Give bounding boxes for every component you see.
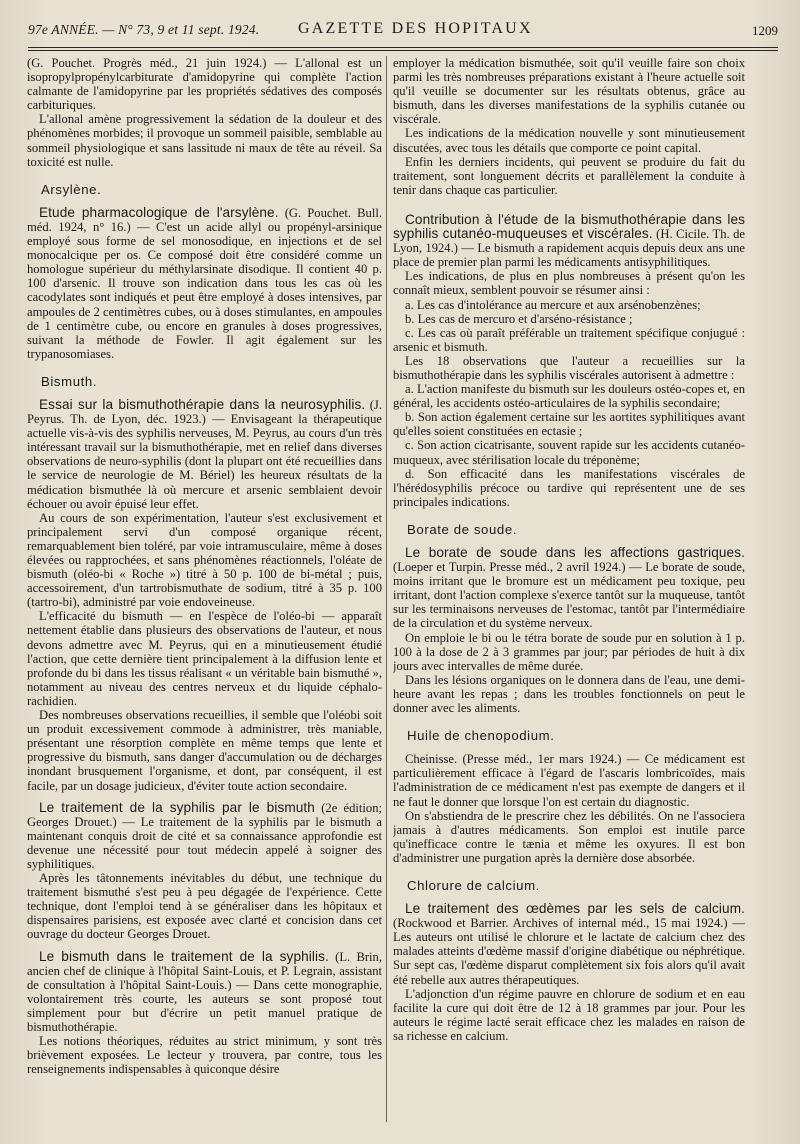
left-column [27, 56, 382, 1130]
section-heading-arsylene: Arsylène. [41, 181, 102, 197]
paragraph: On s'abstiendra de le prescrire chez les débilités. On ne l'associera jamais à d'autres médicaments. Son emploi est inutile parce qu'inefficace contre le tænia et même les oxyures. Il est bon d'administrer une purgation après la dernière dose absorbée. [393, 808, 745, 865]
running-header [28, 20, 778, 42]
article-brin-legrain [27, 950, 382, 1035]
paragraph: Après les tâtonnements inévitables du début, une technique du traitement bismuthé s'est peu à peu dégagée de l'expérience. Cette technique, dont l'emploi tend à se généraliser dans les hôpitaux et dispensaires parisiens, est exposée avec clarté et concision dans cet ouvrage du docteur Georges Drouet. [27, 871, 382, 942]
section-heading-chenopodium: Huile de chenopodium. [407, 728, 555, 744]
article-title: Contribution à l'étude de la bismuthothérapie dans les syphilis cutanéo-muqueuses et viscérales. [393, 211, 745, 242]
article-drouet [27, 801, 382, 871]
article-title: Etude pharmacologique de l'arsylène. [39, 204, 279, 220]
paragraph: L'adjonction d'un régime pauvre en chlorure de sodium et en eau facilite la cure qui doit être de 12 à 18 grammes par jour. Pour les auteurs le régime lacté serait efficace chez les malades en raison de sa richesse en calcium. [393, 986, 745, 1043]
list-item: a. L'action manifeste du bismuth sur les douleurs ostéo-copes et, en général, les accidents ostéo-articulaires de la syphilis secondaire; [393, 382, 745, 411]
paragraph: On emploie le bi ou le tétra borate de soude pur en solution à 1 p. 100 à la dose de 2 à 3 grammes par jour; par périodes de huit à dix jours avec intervalles de même durée. [393, 630, 745, 673]
paragraph: L'efficacité du bismuth — en l'espèce de l'oléo-bi — apparaît nettement établie dans plusieurs des observations de l'auteur, et nous devons admettre avec M. Peyrus, qui en a minutieusement étudié l'action, que cette dernière tient principalement à la diffusion lente et profonde du bi dans les tissus réalisant « un véritable bain bismuthé », notamment au niveau des centres nerveux et du liquide céphalo-rachidien. [27, 609, 382, 708]
column-divider [386, 56, 387, 1122]
list-item: a. Les cas d'intolérance au mercure et aux arsénobenzènes; [405, 297, 701, 312]
indications-list [393, 298, 745, 354]
article-text: (L. Brin, ancien chef de clinique à l'hôpital Saint-Louis, et P. Legrain, assistant de consultation à l'hôpital Saint-Louis.) — Dans cette monographie, volontairement très courte, les auteurs se sont proposé tout simplement pour but d'écrire un petit manuel pratique de bismuthothérapie. [27, 949, 382, 1034]
paragraph: Les notions théoriques, réduites au strict minimum, y sont très brièvement exposées. Le lecteur y trouvera, par contre, tous les renseignements indispensables à quiconque désire [27, 1034, 382, 1077]
section-heading-bismuth: Bismuth. [41, 373, 98, 389]
paragraph: Dans les lésions organiques on le donnera dans de l'eau, une demi-heure avant les repas ; dans les troubles fonctionnels on peut le donner avec les aliments. [393, 672, 745, 716]
section-heading-chlorure: Chlorure de calcium. [407, 877, 540, 893]
article-title: Le traitement de la syphilis par le bismuth [39, 799, 315, 815]
section-heading-borate: Borate de soude. [407, 521, 518, 537]
article-text: (J. Peyrus. Th. de Lyon, déc. 1923.) — Envisageant la thérapeutique actuelle vis-à-vis des syphilis nerveuses, M. Peyrus, au cours d'un très intéressant travail sur la bismuthothérapie, met en relief dans diverses observations de neuro-syphilis (dont la plupart ont été recueillies dans le service de neurologie de M. Bériel) les heureux résultats de la médication bismuthée là où mercure et arsenic semblaient devoir échouer ou avoir épuisé leur effet. [27, 397, 382, 511]
list-item: b. Son action également certaine sur les aortites syphilitiques avant qu'elles soient constituées en ectasie ; [393, 410, 745, 439]
list-item: b. Les cas de mercuro et d'arséno-résistance ; [405, 311, 633, 326]
paragraph: employer la médication bismuthée, soit qu'il veuille faire son choix parmi les très nombreuses préparations existant à l'heure actuelle soit qu'il veuille se documenter sur les résultats obtenus, grâce au bismuth, dans les diverses manifestations de la syphilis cutanée ou viscérale. [393, 56, 745, 127]
paragraph: Au cours de son expérimentation, l'auteur s'est exclusivement et principalement servi d'un composé organique récent, remarquablement bien toléré, par voie intramusculaire, même à doses élevées ou rapprochées, et sans phénomènes réactionnels, l'oléate de bismuth (oléo-bi « Roche ») titré à 50 p. 100 de bi-métal ; puis, accessoirement, d'un tartrobismuthate de sodium, titré à 35 p. 100 (tartro-bi), administré par voie endoveineuse. [27, 510, 382, 610]
article-borate [393, 546, 745, 631]
list-item: c. Les cas où paraît préférable un traitement spécifique conjugué : arsenic et bismuth. [393, 325, 745, 354]
paragraph: Les indications, de plus en plus nombreuses à présent qu'on les connaît mieux, semblent pouvoir se résumer ainsi : [393, 269, 745, 298]
article-title: Essai sur la bismuthothérapie dans la neurosyphilis. [39, 396, 366, 412]
article-text: (Loeper et Turpin. Presse méd., 2 avril 1924.) — Le borate de soude, moins irritant que le bromure est un médicament peu toxique, peu irritant, dont l'action complexe s'exerce tantôt sur la muqueuse, tantôt sur les terminaisons nerveuses de l'estomac, tantôt par l'intermédiaire de la circulation et du système nerveux. [393, 560, 745, 631]
article-text: (Rockwood et Barrier. Archives of internal méd., 15 mai 1924.) — Les auteurs ont utilisé le chlorure et le lactate de calcium chez des malades atteints d'œdème massif d'origine diabétique ou néphrétique. Sur sept cas, l'œdème disparut complètement six fois alors qu'il avait été rebelle aux autres thérapeutiques. [393, 916, 745, 987]
article-title: Le traitement des œdèmes par les sels de calcium. [405, 901, 745, 917]
right-column [393, 56, 745, 1130]
page-number: 1209 [752, 23, 778, 38]
allonal-paragraph-2: L'allonal amène progressivement la sédation de la douleur et des phénomènes morbides; il provoque un sommeil paisible, semblable au sommeil physiologique et sans lassitude ni maux de tête au réveil. Sa toxicité est nulle. [27, 112, 382, 169]
list-item: d. Son efficacité dans les manifestations viscérales de l'hérédosyphilis précoce ou tardive qui représentent une de ses principales indications. [393, 466, 745, 509]
article-peyrus [27, 398, 382, 511]
article-text: (2e édition; Georges Drouet.) — Le traitement de la syphilis par le bismuth a maintenant conquis droit de cité et sa connaissance approfondie est devenue une nécessité pour tout médecin appelé à soigner des syphilitiques. [27, 800, 382, 871]
article-text: (G. Pouchet. Bull. méd. 1924, n° 16.) — C'est un acide allyl ou propényl-arsinique employé sous forme de sel monosodique, en injections et de sel monocalcique per os. Ce composé doit être considéré comme un homologue supérieur du méthylarsinate disodique. Il contient 40 p. 100 d'arsenic. Il trouve son indication dans tous les cas où les cacodylates sont indiqués et peut être employé à doses intensives, par ampoules de 2 centimètres cubes, ou à doses stimulantes, en ampoules de 1 centimètre cube, ou encore en granules à doses progressives, suivant la méthode de Fowler. Il agit également sur les trypanosomiases. [27, 205, 382, 361]
journal-title: GAZETTE DES HOPITAUX [298, 20, 533, 37]
paragraph: Enfin les derniers incidents, qui peuvent se produire du fait du traitement, sont longuement décrits et parallèlement la conduite à tenir dans chaque cas particulier. [393, 154, 745, 197]
article-arsylene [27, 206, 382, 361]
article-title: Le bismuth dans le traitement de la syphilis. [39, 948, 329, 964]
article-text: (H. Cicile. Th. de Lyon, 1924.) — Le bismuth a rapidement acquis depuis deux ans une place de premier plan parmi les médicaments antisyphilitiques. [393, 227, 745, 270]
issue-info: 97e ANNÉE. — N° 73, 9 et 11 sept. 1924. [28, 22, 260, 37]
article-chlorure [393, 902, 745, 987]
allonal-paragraph-1: (G. Pouchet. Progrès méd., 21 juin 1924.) — L'allonal est un isopropylpropénylcarbiturate d'amidopyrine qui complète l'action calmante de l'amidopyrine par les propriétés sédatives des composés carbituriques. [27, 56, 382, 113]
paragraph: Des nombreuses observations recueillies, il semble que l'oléobi soit un produit excessivement commode à administrer, très maniable, présentant une résorption complète en même temps que lente et progressive du bismuth, sans danger d'accumulation ou de décharges inondant brusquement l'organisme, et dont, par conséquent, il est facile, par un dosage judicieux, d'éviter toute action secondaire. [27, 708, 382, 793]
header-rule [28, 47, 778, 48]
header-rule-double [28, 50, 778, 51]
observations-list [393, 382, 745, 509]
article-chenopodium: Cheinisse. (Presse méd., 1er mars 1924.) — Ce médicament est particulièrement efficace à l'égard de l'ascaris lombricoïdes, mais l'administration de ce médicament n'est pas exempte de dangers et il ne faut le donner que lorsque l'on est certain du diagnostic. [393, 752, 745, 809]
article-title: Le borate de soude dans les affections gastriques. [405, 545, 745, 560]
article-cicile [393, 213, 745, 269]
paragraph: Les 18 observations que l'auteur a recueillies sur la bismuthothérapie dans les syphilis viscérales autorisent à admettre : [393, 353, 745, 382]
paragraph: Les indications de la médication nouvelle y sont minutieusement discutées, avec tous les détails que comporte ce point capital. [393, 126, 745, 155]
list-item: c. Son action cicatrisante, souvent rapide sur les accidents cutanéo-muqueux, avec stérilisation locale du tréponème; [393, 438, 745, 467]
